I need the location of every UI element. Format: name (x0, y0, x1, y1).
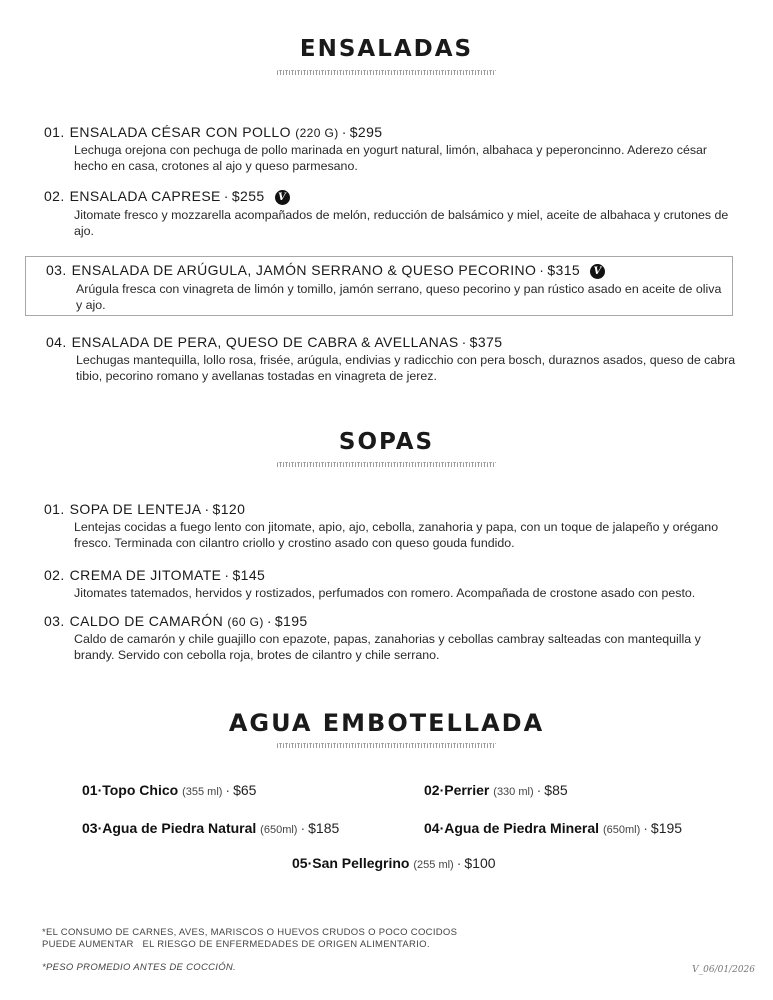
vegetarian-icon: V (590, 264, 605, 279)
separator: · (643, 820, 648, 836)
item-description: Jitomate fresco y mozzarella acompañados de melón, reducción de balsámico y miel, aceite de albahaca y crutones de ajo. (74, 207, 729, 238)
menu-item (44, 567, 734, 601)
footer-weight-note: *PESO PROMEDIO ANTES DE COCCIÓN. (42, 962, 236, 973)
menu-item (44, 501, 734, 551)
item-price: $295 (349, 124, 383, 140)
menu-item (46, 334, 736, 384)
vegetarian-icon: V (275, 190, 290, 205)
water-name: Topo Chico (102, 782, 179, 798)
title-underline (277, 462, 496, 467)
water-item (82, 782, 256, 798)
item-price: $255 (231, 188, 265, 204)
item-name: ENSALADA CAPRESE (69, 188, 221, 204)
item-number: 01. (44, 501, 65, 517)
separator: · (266, 613, 272, 629)
item-number: 03. (46, 262, 67, 278)
item-name: ENSALADA DE ARÚGULA, JAMÓN SERRANO & QUESO PECORINO (71, 262, 537, 278)
section-title-sopas: SOPAS (338, 429, 435, 455)
menu-item (44, 188, 734, 239)
footer-line-2: PUEDE AUMENTAR EL RIESGO DE ENFERMEDADES DE ORIGEN ALIMENTARIO. (42, 939, 430, 950)
menu-item (44, 124, 734, 174)
water-name: Agua de Piedra Mineral (444, 820, 600, 836)
separator: · (539, 262, 545, 278)
item-weight: (60 G) (227, 615, 264, 629)
item-description: Caldo de camarón y chile guajillo con epazote, papas, zanahorias y cebollas cambray salteadas con mantequilla y brandy. Servido con cebolla roja, brotes de cilantro y chile serrano. (74, 632, 701, 662)
item-description: Lentejas cocidas a fuego lento con jitomate, apio, ajo, cebolla, zanahoria y papa, con un toque de jalapeño y orégano fresco. Terminada con cilantro criollo y crostino asado con queso gouda fundido. (74, 520, 719, 550)
water-size: (355 ml) (182, 786, 223, 798)
item-price: $375 (469, 334, 503, 350)
menu-item (44, 613, 734, 663)
separator: · (461, 334, 467, 350)
item-description: Arúgula fresca con vinagreta de limón y tomillo, jamón serrano, queso pecorino y pan rústico asado en aceite de oliva y ajo. (76, 281, 722, 312)
water-size: (330 ml) (493, 786, 534, 798)
footer-line-1: *EL CONSUMO DE CARNES, AVES, MARISCOS O HUEVOS CRUDOS O POCO COCIDOS (42, 927, 458, 938)
water-number: 01· (82, 782, 103, 798)
item-name: CREMA DE JITOMATE (69, 567, 222, 583)
footer-disclaimer (42, 927, 457, 951)
separator: · (341, 124, 347, 140)
item-number: 04. (46, 334, 67, 350)
water-price: $100 (464, 855, 496, 871)
item-description: Jitomates tatemados, hervidos y rostizados, perfumados con romero. Acompañada de crostone asado con pesto. (74, 586, 696, 600)
separator: · (225, 782, 231, 798)
item-name: ENSALADA CÉSAR CON POLLO (69, 124, 291, 140)
water-size: (255 ml) (413, 859, 454, 871)
menu-item (46, 262, 730, 313)
water-item (424, 782, 568, 798)
item-number: 01. (44, 124, 65, 140)
water-price: $195 (650, 820, 683, 836)
section-title-agua: AGUA EMBOTELLADA (228, 709, 545, 737)
water-size: (650ml) (260, 824, 298, 836)
item-name: SOPA DE LENTEJA (69, 501, 202, 517)
separator: · (300, 820, 306, 836)
title-underline (277, 70, 496, 75)
item-price: $195 (274, 613, 308, 629)
water-name: Perrier (444, 782, 490, 798)
water-price: $85 (544, 782, 568, 798)
item-weight: (220 G) (295, 126, 339, 140)
separator: · (224, 567, 230, 583)
item-description: Lechuga orejona con pechuga de pollo marinada en yogurt natural, limón, albahaca y peperoncinno. Aderezo césar hecho en casa, crotones al ajo y queso parmesano. (74, 143, 708, 173)
item-name: ENSALADA DE PERA, QUESO DE CABRA & AVELLANAS (71, 334, 459, 350)
item-price: $120 (212, 501, 246, 517)
water-number: 02· (424, 782, 445, 798)
item-description: Lechugas mantequilla, lollo rosa, frisée, arúgula, endivias y radicchio con pera bosch, duraznos asados, queso de cabra tibio, pecorino romano y avellanas tostadas en vinagreta de jerez. (76, 353, 736, 383)
water-number: 04· (424, 820, 445, 836)
item-number: 02. (44, 188, 65, 204)
water-price: $185 (308, 820, 340, 836)
water-price: $65 (233, 782, 257, 798)
separator: · (204, 501, 210, 517)
version-label: V_06/01/2026 (692, 965, 755, 975)
separator: · (536, 782, 542, 798)
water-name: Agua de Piedra Natural (102, 820, 257, 836)
item-number: 02. (44, 567, 65, 583)
water-name: San Pellegrino (312, 855, 410, 871)
item-number: 03. (44, 613, 65, 629)
water-item (82, 820, 339, 836)
item-name: CALDO DE CAMARÓN (69, 613, 224, 629)
item-price: $145 (232, 567, 266, 583)
water-number: 03· (82, 820, 103, 836)
separator: · (456, 855, 462, 871)
section-title-ensaladas: ENSALADAS (299, 36, 474, 62)
separator: · (223, 188, 229, 204)
water-number: 05· (292, 855, 313, 871)
item-price: $315 (547, 262, 581, 278)
water-size: (650ml) (602, 824, 641, 836)
title-underline (277, 743, 496, 748)
water-item (424, 820, 682, 836)
water-item (292, 855, 496, 871)
